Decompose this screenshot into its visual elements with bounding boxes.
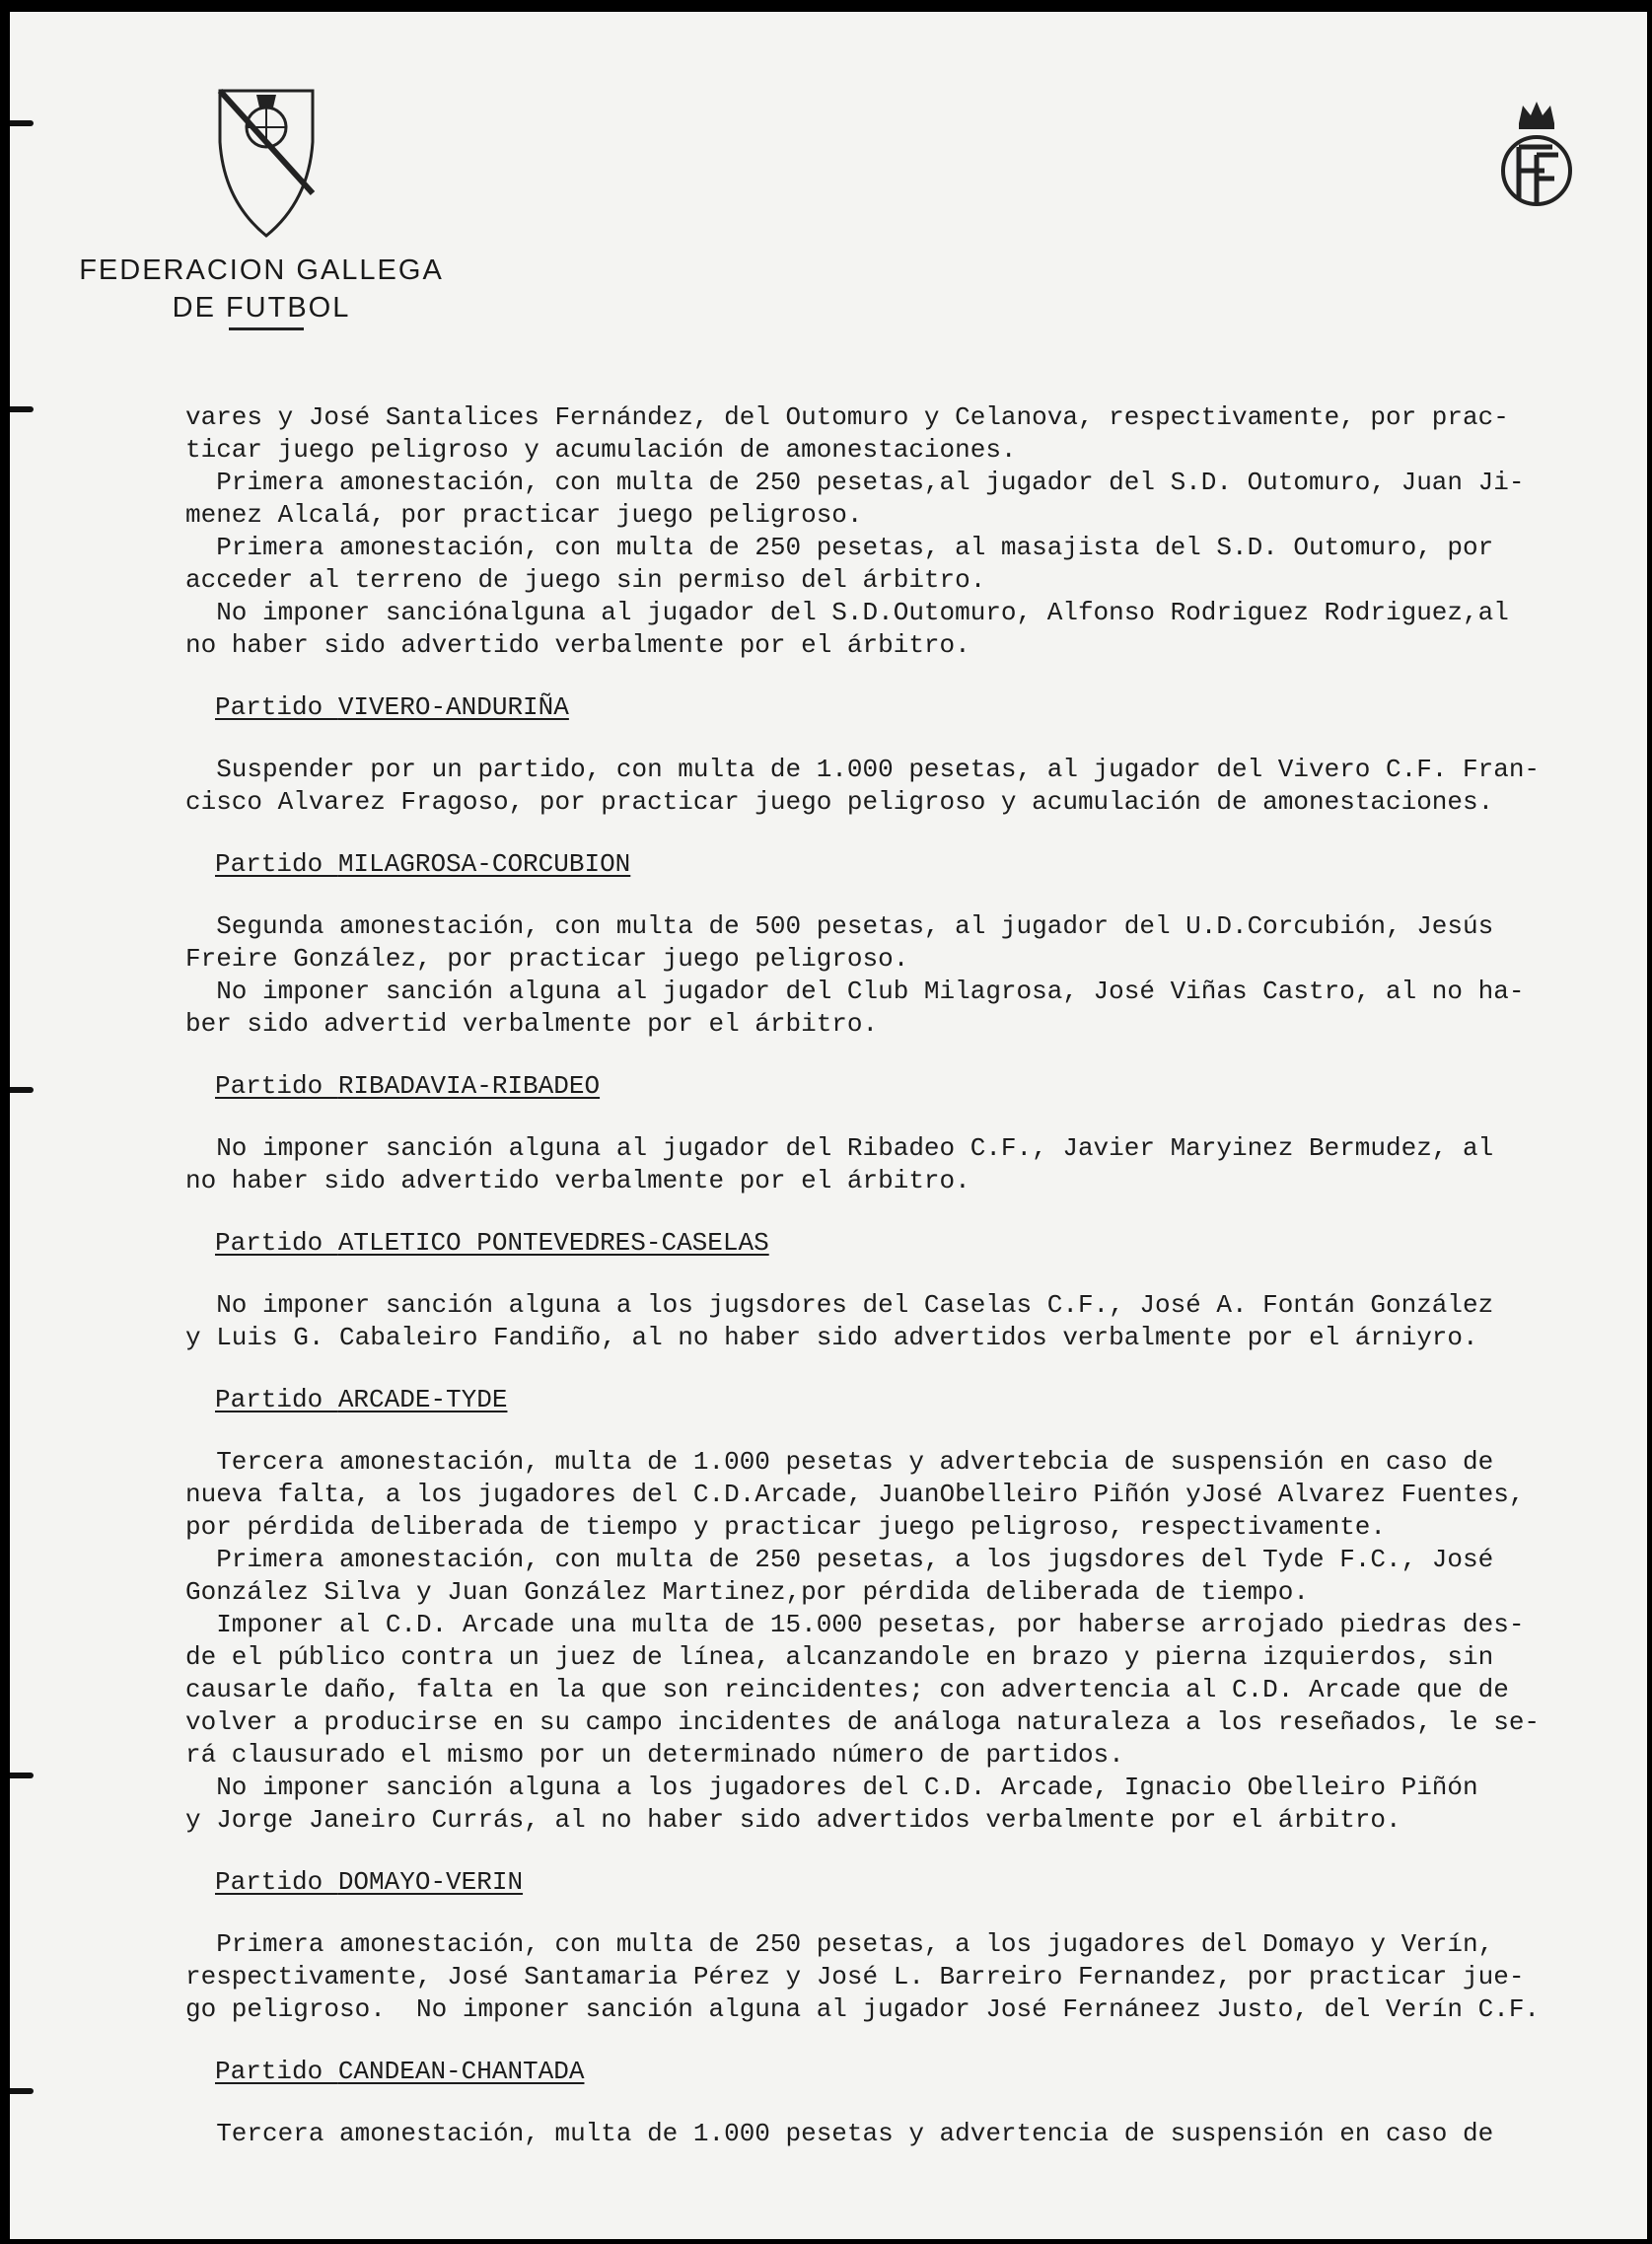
match-heading-prefix: Partido <box>215 692 338 722</box>
match-heading-prefix: Partido <box>215 1385 338 1414</box>
text-line: Primera amonestación, con multa de 250 pesetas,al jugador del S.D. Outomuro, Juan Ji- <box>185 468 1525 497</box>
text-line: cisco Alvarez Fragoso, por practicar juego peligroso y acumulación de amonestaciones. <box>185 787 1494 817</box>
text-line: y Luis G. Cabaleiro Fandiño, al no haber sido advertidos verbalmente por el árniyro. <box>185 1323 1478 1352</box>
text-line: y Jorge Janeiro Currás, al no haber sido advertidos verbalmente por el árbitro. <box>185 1805 1401 1835</box>
text-line: respectivamente, José Santamaria Pérez y José L. Barreiro Fernandez, por practicar jue- <box>185 1962 1525 1991</box>
header-rule <box>229 327 304 330</box>
match-heading <box>215 1070 1630 1103</box>
match-heading <box>215 1227 1630 1260</box>
match-heading <box>215 2056 1630 2088</box>
text-line: volver a producirse en su campo incidentes de análoga naturaleza a los reseñados, le se- <box>185 1707 1541 1737</box>
galician-federation-shield-icon <box>212 83 321 241</box>
text-line: no haber sido advertido verbalmente por el árbitro. <box>185 1166 970 1195</box>
text-line: vares y José Santalices Fernández, del Outomuro y Celanova, respectivamente, por prac- <box>185 402 1509 432</box>
sanction-paragraph <box>185 401 1630 662</box>
text-line: no haber sido advertido verbalmente por el árbitro. <box>185 630 970 660</box>
text-line: Tercera amonestación, multa de 1.000 pesetas y advertencia de suspensión en caso de <box>185 2119 1494 2148</box>
punch-hole-mark <box>10 406 34 412</box>
match-heading <box>215 1384 1630 1416</box>
sanction-paragraph <box>185 1928 1630 2026</box>
text-line: ber sido advertid verbalmente por el árbitro. <box>185 1009 879 1039</box>
royal-spanish-federation-crest-icon <box>1489 96 1584 214</box>
match-heading-prefix: Partido <box>215 849 338 879</box>
sanction-paragraph <box>185 2118 1630 2150</box>
sanction-paragraph <box>185 910 1630 1041</box>
federation-name-line2: DE FUTBOL <box>172 292 351 324</box>
text-line: go peligroso. No imponer sanción alguna al jugador José Fernáneez Justo, del Verín C.F. <box>185 1994 1541 2024</box>
match-heading-teams: VIVERO-ANDURIÑA <box>337 692 569 722</box>
match-heading-teams: CANDEAN-CHANTADA <box>337 2057 585 2086</box>
match-heading <box>215 691 1630 724</box>
text-line: No imponer sanción alguna a los jugadores del C.D. Arcade, Ignacio Obelleiro Piñón <box>185 1773 1478 1802</box>
federation-name-line1: FEDERACION GALLEGA <box>79 254 444 286</box>
text-line: González Silva y Juan González Martinez,por pérdida deliberada de tiempo. <box>185 1577 1309 1607</box>
punch-hole-mark <box>10 120 34 126</box>
text-line: nueva falta, a los jugadores del C.D.Arcade, JuanObelleiro Piñón yJosé Alvarez Fuentes, <box>185 1480 1525 1509</box>
federation-name <box>64 252 459 326</box>
punch-hole-mark <box>10 2088 34 2094</box>
text-line: Primera amonestación, con multa de 250 pesetas, a los jugsdores del Tyde F.C., José <box>185 1545 1494 1574</box>
match-heading-prefix: Partido <box>215 1071 338 1101</box>
document-body <box>185 401 1630 2150</box>
sanction-paragraph <box>185 1132 1630 1197</box>
match-heading-teams: ARCADE-TYDE <box>337 1385 508 1414</box>
text-line: Segunda amonestación, con multa de 500 pesetas, al jugador del U.D.Corcubión, Jesús <box>185 911 1494 941</box>
punch-hole-mark <box>10 1773 34 1778</box>
document-page <box>10 12 1647 2239</box>
match-heading-teams: ATLETICO PONTEVEDRES-CASELAS <box>337 1228 769 1258</box>
match-heading <box>215 1866 1630 1899</box>
match-heading-teams: MILAGROSA-CORCUBION <box>337 849 631 879</box>
match-heading-teams: RIBADAVIA-RIBADEO <box>337 1071 601 1101</box>
text-line: acceder al terreno de juego sin permiso del árbitro. <box>185 565 986 595</box>
match-heading-teams: DOMAYO-VERIN <box>337 1867 524 1897</box>
sanction-paragraph <box>185 754 1630 819</box>
text-line: menez Alcalá, por practicar juego peligroso. <box>185 500 863 530</box>
match-heading <box>215 848 1630 881</box>
text-line: Primera amonestación, con multa de 250 pesetas, a los jugadores del Domayo y Verín, <box>185 1929 1494 1959</box>
punch-hole-mark <box>10 1087 34 1093</box>
text-line: No imponer sanción alguna al jugador del Club Milagrosa, José Viñas Castro, al no ha- <box>185 977 1525 1006</box>
text-line: Tercera amonestación, multa de 1.000 pesetas y advertebcia de suspensión en caso de <box>185 1447 1494 1477</box>
text-line: por pérdida deliberada de tiempo y practicar juego peligroso, respectivamente. <box>185 1512 1386 1542</box>
text-line: Primera amonestación, con multa de 250 pesetas, al masajista del S.D. Outomuro, por <box>185 533 1494 562</box>
sanction-paragraph <box>185 1446 1630 1837</box>
text-line: No imponer sanción alguna a los jugsdores del Caselas C.F., José A. Fontán González <box>185 1290 1494 1320</box>
text-line: Suspender por un partido, con multa de 1.000 pesetas, al jugador del Vivero C.F. Fran- <box>185 755 1541 784</box>
text-line: causarle daño, falta en la que son reincidentes; con advertencia al C.D. Arcade que de <box>185 1675 1509 1704</box>
text-line: No imponer sanciónalguna al jugador del S.D.Outomuro, Alfonso Rodriguez Rodriguez,al <box>185 598 1509 627</box>
text-line: No imponer sanción alguna al jugador del Ribadeo C.F., Javier Maryinez Bermudez, al <box>185 1133 1494 1163</box>
text-line: Imponer al C.D. Arcade una multa de 15.000 pesetas, por haberse arrojado piedras des- <box>185 1610 1525 1639</box>
text-line: de el público contra un juez de línea, alcanzandole en brazo y pierna izquierdos, sin <box>185 1642 1494 1672</box>
match-heading-prefix: Partido <box>215 1867 338 1897</box>
match-heading-prefix: Partido <box>215 1228 338 1258</box>
text-line: Freire González, por practicar juego peligroso. <box>185 944 909 974</box>
text-line: rá clausurado el mismo por un determinado número de partidos. <box>185 1740 1124 1770</box>
match-heading-prefix: Partido <box>215 2057 338 2086</box>
sanction-paragraph <box>185 1289 1630 1354</box>
text-line: ticar juego peligroso y acumulación de amonestaciones. <box>185 435 1017 465</box>
